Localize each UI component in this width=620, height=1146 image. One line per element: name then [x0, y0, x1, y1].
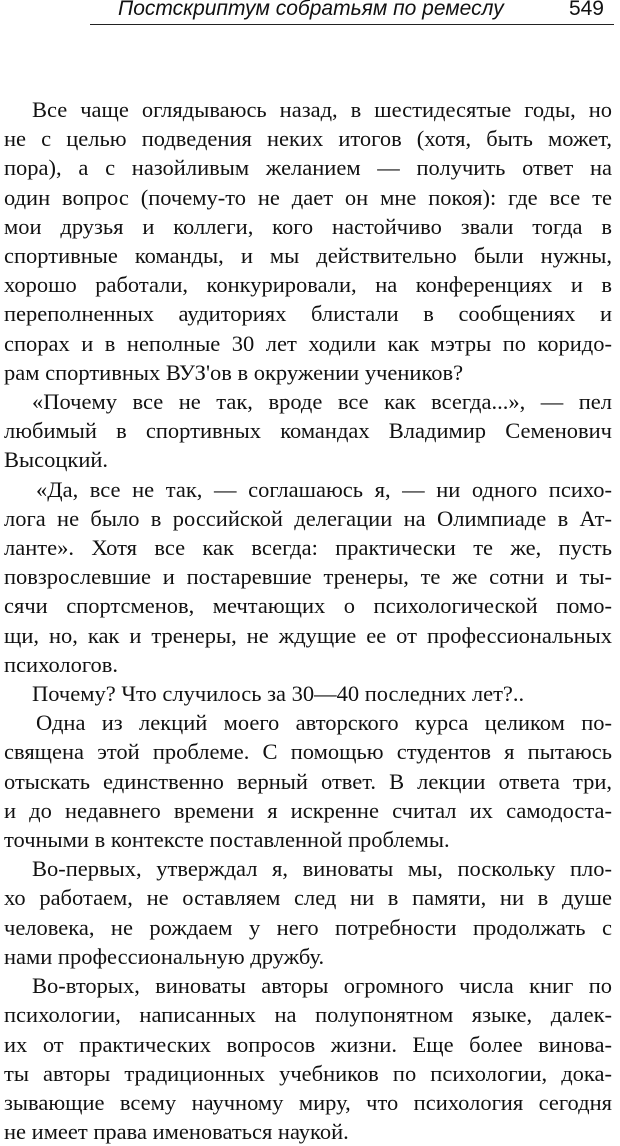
text-line: Почему? Что случилось за 30—40 последних лет?..: [32, 681, 525, 707]
text-line: «Почему все не так, вроде все как всегда...», — пел: [32, 389, 612, 415]
text-line: один вопрос (почему-то не дает он мне покоя): где все те: [4, 184, 612, 210]
text-line: сячи спортсменов, мечтающих о психологической помо-: [4, 593, 612, 619]
running-title: Постскриптум собратьям по ремеслу: [118, 0, 504, 20]
text-line: зывающие всему научному миру, что психология сегодня: [4, 1089, 612, 1115]
text-line: священа этой проблеме. С помощью студентов я пытаюсь: [4, 739, 612, 765]
text-line: лога не было в российской делегации на Олимпиаде в Ат-: [4, 505, 612, 531]
text-line: любимый в спортивных командах Владимир Семенович: [4, 418, 612, 444]
text-line: и до недавнего времени я искренне считал их самодоста-: [4, 797, 612, 823]
text-line: Во-вторых, виноваты авторы огромного числа книг по: [32, 973, 612, 999]
text-line: пора), а с назойливым желанием — получить ответ на: [4, 155, 612, 181]
text-line: не с целью подведения неких итогов (хотя, быть может,: [4, 126, 612, 152]
text-line: ланте». Хотя все как всегда: практически те же, пусть: [4, 535, 612, 561]
text-line: Все чаще оглядываюсь назад, в шестидесятые годы, но: [32, 97, 612, 122]
text-line: отыскать единственно верный ответ. В лекции ответа три,: [4, 768, 612, 794]
text-line: мои друзья и коллеги, кого настойчиво звали тогда в: [4, 213, 612, 239]
text-line: их от практических вопросов жизни. Еще более винова-: [4, 1031, 612, 1057]
text-line: ты авторы традиционных учебников по психологии, дока-: [4, 1060, 612, 1086]
text-line: психологии, написанных на полупонятном языке, далек-: [4, 1002, 612, 1028]
text-line: хорошо работали, конкурировали, на конференциях и в: [4, 272, 612, 298]
page-number: 549: [568, 0, 604, 20]
text-line: не имеет права именоваться наукой.: [4, 1119, 349, 1145]
body-text: [4, 95, 612, 1146]
text-line: Высоцкий.: [4, 447, 109, 473]
text-line: психологов.: [4, 651, 119, 677]
text-line: Во-первых, утверждал я, виноваты мы, поскольку пло-: [32, 856, 612, 882]
text-line: спортивные команды, и мы действительно были нужны,: [4, 243, 612, 269]
text-line: Одна из лекций моего авторского курса целиком по-: [36, 710, 612, 736]
text-line: нами профессиональную дружбу.: [4, 943, 325, 969]
text-line: хо работаем, не оставляем след ни в памяти, ни в душе: [4, 885, 612, 911]
text-line: точными в контексте поставленной проблемы.: [4, 827, 450, 853]
text-line: переполненных аудиториях блистали в сообщениях и: [4, 301, 612, 327]
text-line: щи, но, как и тренеры, не ждущие ее от профессиональных: [4, 622, 612, 648]
text-line: рам спортивных ВУЗ'ов в окружении учеников?: [4, 359, 464, 385]
text-line: человека, не рождаем у него потребности продолжать с: [4, 914, 612, 940]
text-line: повзрослевшие и постаревшие тренеры, те же сотни и ты-: [4, 564, 612, 590]
page-header: [90, 0, 614, 25]
text-line: спорах и в неполные 30 лет ходили как мэтры по коридо-: [4, 330, 612, 356]
text-line: «Да, все не так, — соглашаюсь я, — ни одного психо-: [36, 476, 612, 502]
